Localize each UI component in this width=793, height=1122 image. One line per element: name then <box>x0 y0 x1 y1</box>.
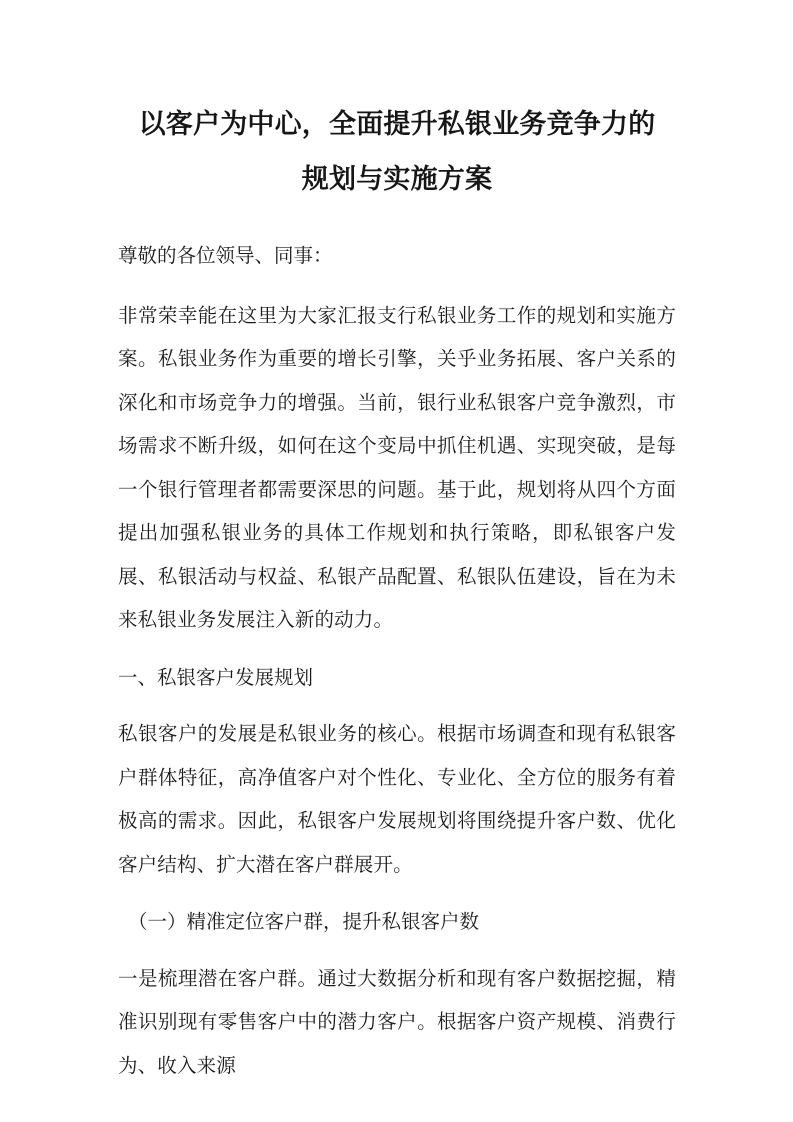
document-body <box>118 0 676 1088</box>
page-title <box>118 0 676 207</box>
paragraph-section-1-body: 私银客户的发展是私银业务的核心。根据市场调查和现有私银客户群体特征，高净值客户对个性化、专业化、全方位的服务有着极高的需求。因此，私银客户发展规划将围绕提升客户数、优化客户结构、扩大潜在客户群展开。 <box>118 723 676 876</box>
subsection-heading-1: （一）精准定位客户群，提升私银客户数 <box>128 911 480 933</box>
page-title-line-1: 以客户为中心，全面提升私银业务竞争力的 <box>138 109 656 139</box>
paragraph-subsection-1-body: 一是梳理潜在客户群。通过大数据分析和现有客户数据挖掘，精准识别现有零售客户中的潜力客户。根据客户资产规模、消费行为、收入来源 <box>118 967 676 1077</box>
page-title-line-2: 规划与实施方案 <box>301 164 493 194</box>
salutation: 尊敬的各位领导、同事： <box>118 245 333 267</box>
section-heading-1: 一、私银客户发展规划 <box>118 666 314 689</box>
paragraph-intro: 非常荣幸能在这里为大家汇报支行私银业务工作的规划和实施方案。私银业务作为重要的增长引擎，关乎业务拓展、客户关系的深化和市场竞争力的增强。当前，银行业私银客户竞争激烈，市场需求不断升级，如何在这个变局中抓住机遇、实现突破，是每一个银行管理者都需要深思的问题。基于此，规划将从四个方面提出加强私银业务的具体工作规划和执行策略，即私银客户发展、私银活动与权益、私银产品配置、私银队伍建设，旨在为未来私银业务发展注入新的动力。 <box>118 304 676 631</box>
